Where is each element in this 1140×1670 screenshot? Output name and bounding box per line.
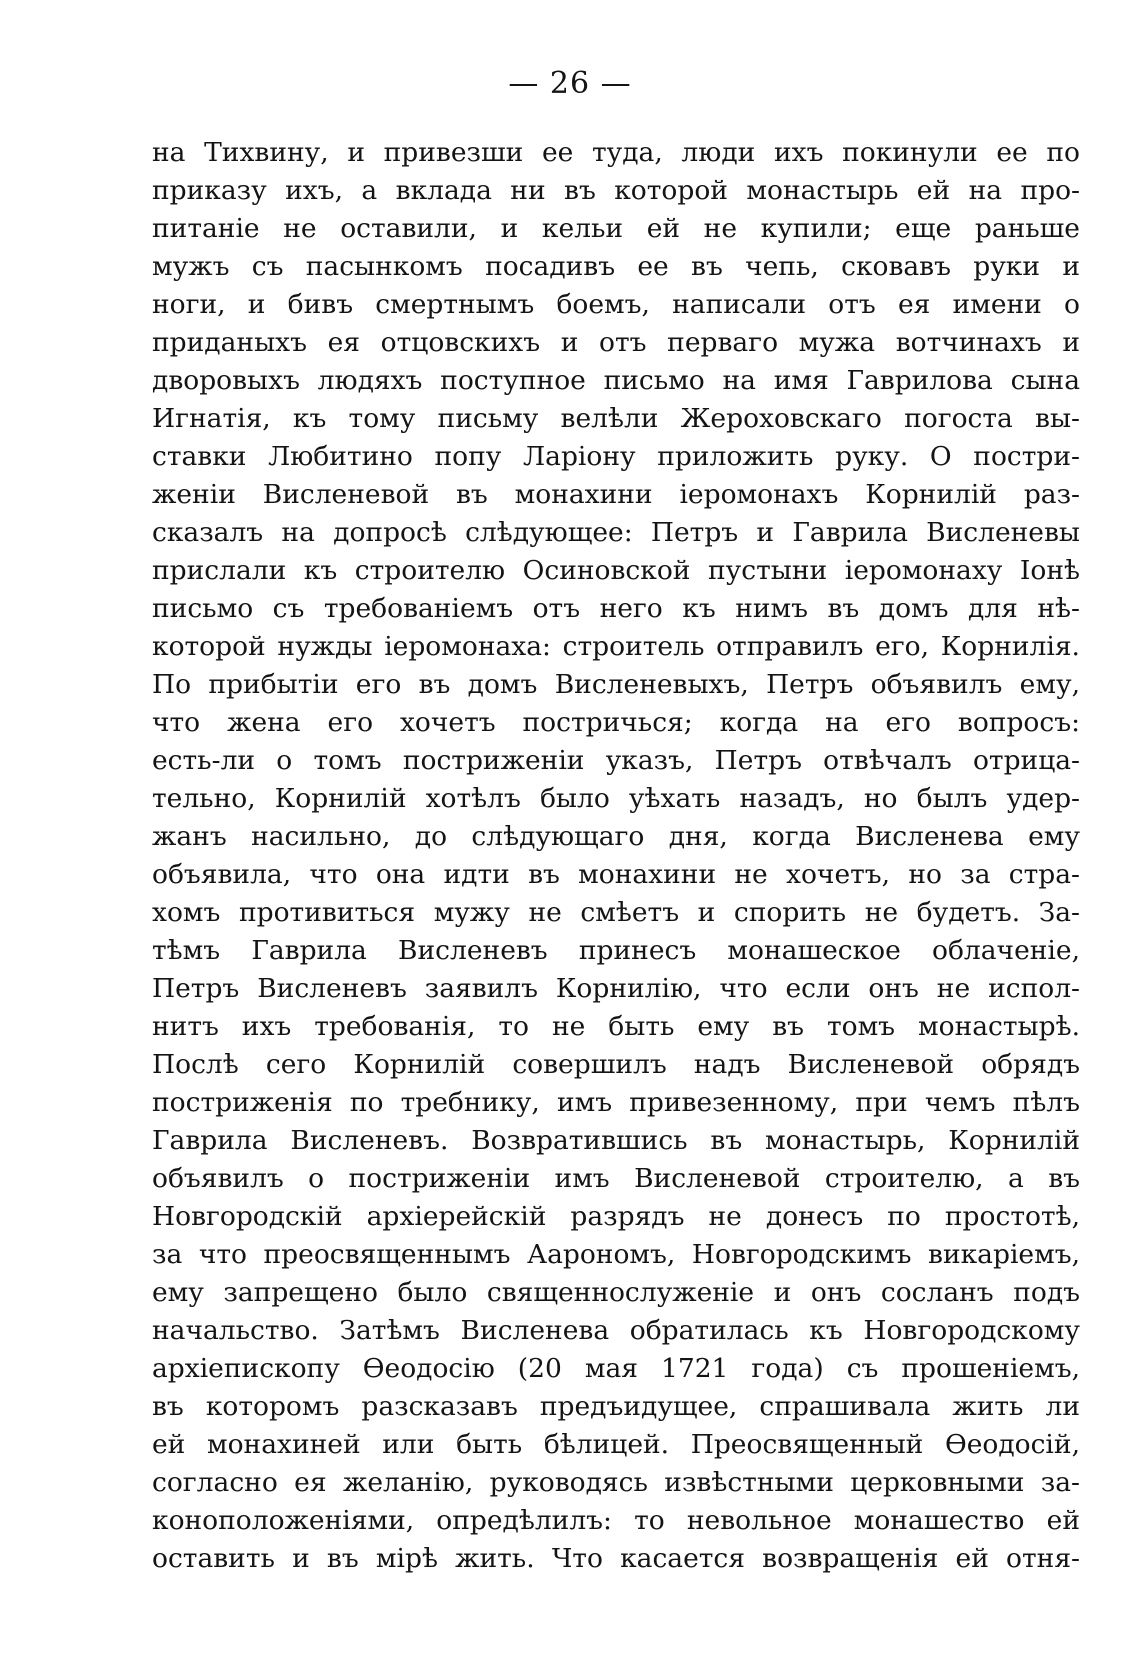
text-line: прислали къ строителю Осиновской пустыни іеромонаху Іонѣ [152,555,1080,586]
text-line: есть-ли о томъ постриженіи указъ, Петръ отвѣчалъ отрица- [152,745,1080,776]
text-line: нитъ ихъ требованія, то не быть ему въ томъ монастырѣ. [152,1011,1080,1042]
text-line: коноположеніями, опредѣлилъ: то невольное монашество ей [152,1505,1080,1536]
text-line: въ которомъ разсказавъ предъидущее, спрашивала жить ли [152,1391,1080,1422]
text-line: ноги, и бивъ смертнымъ боемъ, написали отъ ея имени о [152,289,1080,320]
text-line: Петръ Висленевъ заявилъ Корнилію, что если онъ не испол- [152,973,1080,1004]
text-line: ей монахиней или быть бѣлицей. Преосвященный Ѳеодосій, [152,1429,1080,1460]
text-line: тѣмъ Гаврила Висленевъ принесъ монашеское облаченіе, [152,935,1080,966]
text-line: архіепископу Ѳеодосію (20 мая 1721 года) съ прошеніемъ, [152,1353,1080,1384]
text-line: которой нужды іеромонаха: строитель отправилъ его, Корнилія. [152,631,1080,662]
text-line: дворовыхъ людяхъ поступное письмо на имя Гаврилова сына [152,365,1080,396]
body-text [152,134,1080,1578]
text-line: тельно, Корнилій хотѣлъ было уѣхать назадъ, но былъ удер- [152,783,1080,814]
text-line: Послѣ сего Корнилій совершилъ надъ Висленевой обрядъ [152,1049,1080,1080]
text-line: приказу ихъ, а вклада ни въ которой монастырь ей на про- [152,175,1080,206]
text-line: объявилъ о постриженіи имъ Висленевой строителю, а въ [152,1163,1080,1194]
text-line: Гаврила Висленевъ. Возвратившись въ монастырь, Корнилій [152,1125,1080,1156]
text-line: оставить и въ мірѣ жить. Что касается возвращенія ей отня- [152,1543,1080,1574]
text-line: ему запрещено было священнослуженіе и онъ сосланъ подъ [152,1277,1080,1308]
text-line: за что преосвященнымъ Аарономъ, Новгородскимъ викаріемъ, [152,1239,1080,1270]
text-line: письмо съ требованіемъ отъ него къ нимъ въ домъ для нѣ- [152,593,1080,624]
text-line: питаніе не оставили, и кельи ей не купили; еще раньше [152,213,1080,244]
page-number: — 26 — [508,66,632,101]
text-line: постриженія по требнику, имъ привезенному, при чемъ пѣлъ [152,1087,1080,1118]
text-line: начальство. Затѣмъ Висленева обратилась къ Новгородскому [152,1315,1080,1346]
text-line: Новгородскій архіерейскій разрядъ не донесъ по простотѣ, [152,1201,1080,1232]
text-line: на Тихвину, и привезши ее туда, люди ихъ покинули ее по [152,137,1080,168]
text-line: что жена его хочетъ постричься; когда на его вопросъ: [152,707,1080,738]
text-line: Игнатія, къ тому письму велѣли Жероховскаго погоста вы- [152,403,1080,434]
text-line: согласно ея желанію, руководясь извѣстными церковными за- [152,1467,1080,1498]
text-line: объявила, что она идти въ монахини не хочетъ, но за стра- [152,859,1080,890]
text-line: женіи Висленевой въ монахини іеромонахъ Корнилій раз- [152,479,1080,510]
text-line: приданыхъ ея отцовскихъ и отъ перваго мужа вотчинахъ и [152,327,1080,358]
text-line: По прибытіи его въ домъ Висленевыхъ, Петръ объявилъ ему, [152,669,1080,700]
text-line: мужъ съ пасынкомъ посадивъ ее въ чепь, сковавъ руки и [152,251,1080,282]
text-line: сказалъ на допросѣ слѣдующее: Петръ и Гаврила Висленевы [152,517,1080,548]
text-line: хомъ противиться мужу не смѣетъ и спорить не будетъ. За- [152,897,1080,928]
text-line: ставки Любитино попу Ларіону приложить руку. О постри- [152,441,1080,472]
text-line: жанъ насильно, до слѣдующаго дня, когда Висленева ему [152,821,1080,852]
